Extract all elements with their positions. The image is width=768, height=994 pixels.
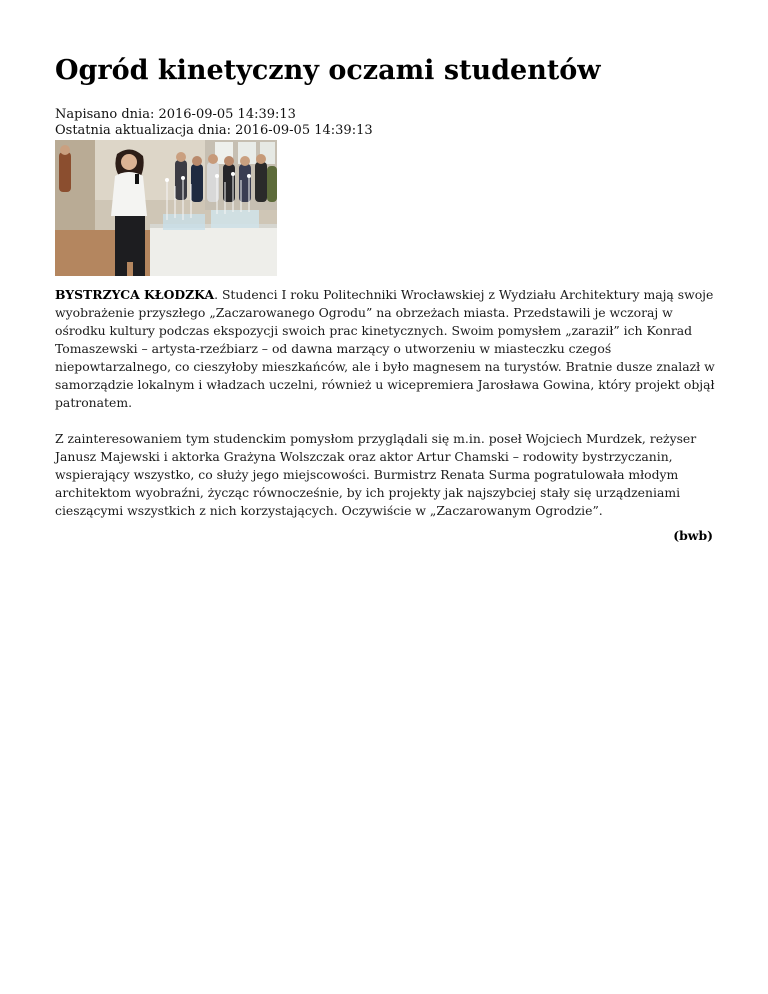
- article-title: Ogród kinetyczny oczami studentów: [55, 55, 601, 86]
- author-signature: (bwb): [673, 528, 713, 543]
- updated-date: Ostatnia aktualizacja dnia: 2016-09-05 14:39:13: [55, 123, 373, 138]
- photo-of-student-presenting-kinetic-garden-model-icon: [55, 140, 277, 276]
- article-paragraph: [55, 286, 723, 412]
- article-photo: [55, 140, 277, 276]
- article-paragraph: Z zainteresowaniem tym studenckim pomysłom przyglądali się m.in. poseł Wojciech Murdzek, reżyser Janusz Majewski i aktorka Grażyna Wolszczak oraz aktor Artur Chamski – rodowity bystrzyczanin, wspierający wszystko, co służy jego miejscowości. Burmistrz Renata Surma pogratulowała młodym architektom wyobraźni, życząc równocześnie, by ich projekty jak najszybciej stały się urządzeniami cieszącymi wszystkich z nich korzystających. Oczywiście w „Zaczarowanym Ogrodzie”.: [55, 431, 697, 518]
- article-body: [55, 286, 723, 520]
- article-meta: [55, 107, 373, 139]
- lead-location: BYSTRZYCA KŁODZKA: [55, 287, 215, 302]
- paragraph-text: . Studenci I roku Politechniki Wrocławskiej z Wydziału Architektury mają swoje wyobrażenie przyszłego „Zaczarowanego Ogrodu” na obrzeżach miasta. Przedstawili je wczoraj w ośrodku kultury podczas ekspozycji swoich prac kinetycznych. Swoim pomysłem „zaraził” ich Konrad Tomaszewski – artysta-rzeźbiarz – od dawna marzący o utworzeniu w miasteczku czegoś niepowtarzalnego, co cieszyłoby mieszkańców, ale i było magnesem na turystów. Bratnie dusze znalazł w samorządzie lokalnym i władzach uczelni, również u wicepremiera Jarosława Gowina, który projekt objął patronatem.: [55, 287, 715, 410]
- published-date: Napisano dnia: 2016-09-05 14:39:13: [55, 107, 296, 122]
